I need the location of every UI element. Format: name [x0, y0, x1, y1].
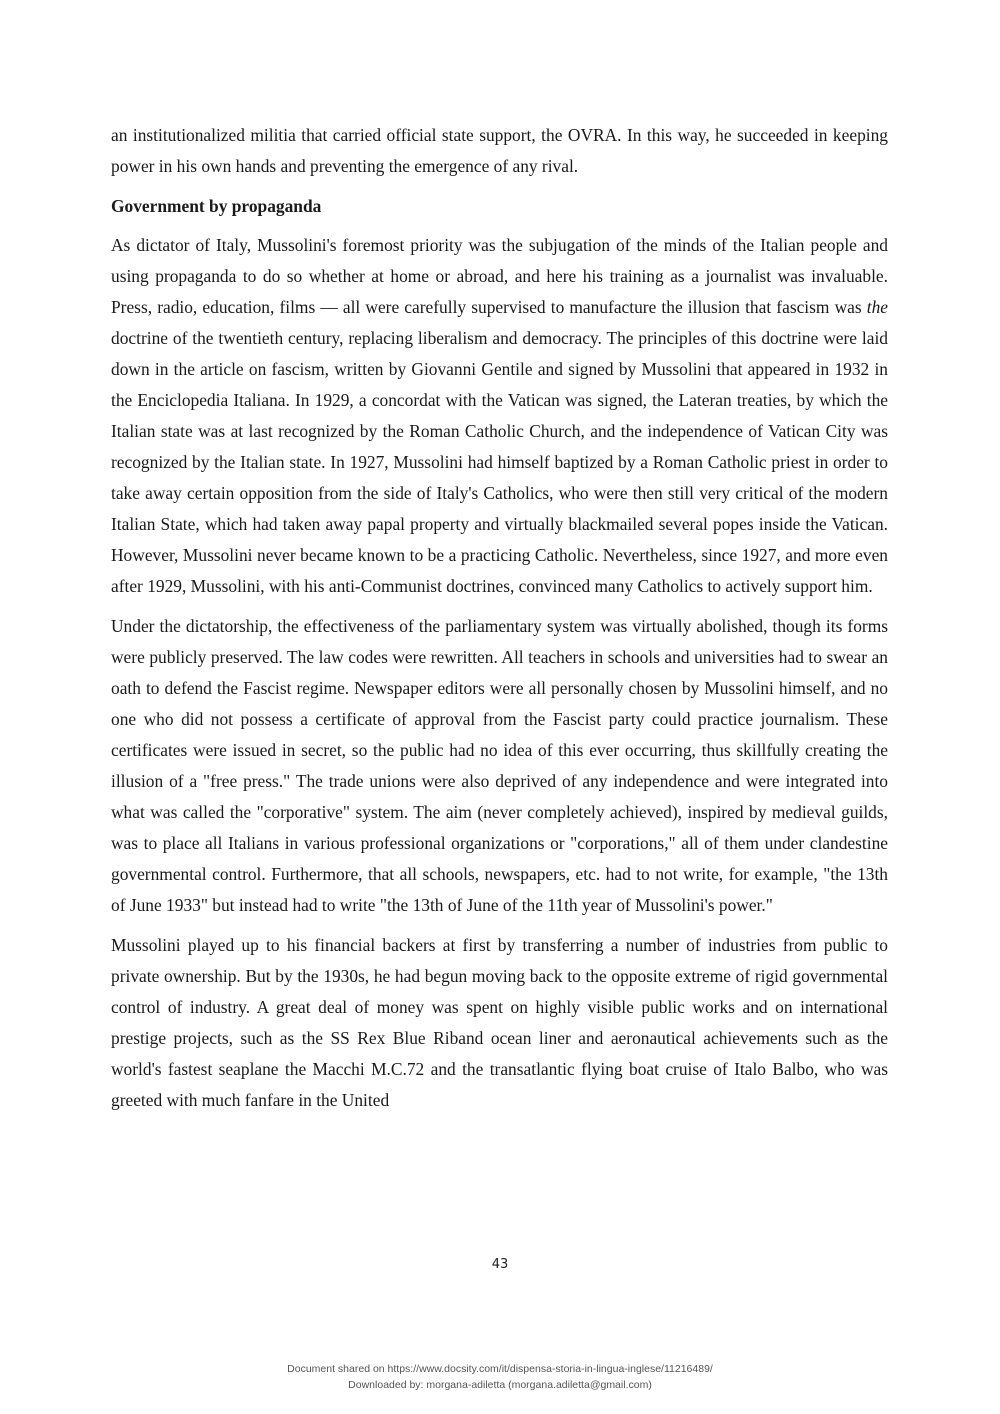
paragraph-text: As dictator of Italy, Mussolini's foremost priority was the subjugation of the minds of the Italian people and using propaganda to do so whether at home or abroad, and here his training as a journalist was invaluable. Press, radio, education, films — all were carefully supervised to manufacture the illusion that fascism was — [111, 235, 888, 317]
paragraph-dictatorship: Under the dictatorship, the effectiveness of the parliamentary system was virtually abolished, though its forms were publicly preserved. The law codes were rewritten. All teachers in schools and universities had to swear an oath to defend the Fascist regime. Newspaper editors were all personally chosen by Mussolini himself, and no one who did not possess a certificate of approval from the Fascist party could practice journalism. These certificates were issued in secret, so the public had no idea of this ever occurring, thus skillfully creating the illusion of a "free press." The trade unions were also deprived of any independence and were integrated into what was called the "corporative" system. The aim (never completely achieved), inspired by medieval guilds, was to place all Italians in various professional organizations or "corporations," all of them under clandestine governmental control. Furthermore, that all schools, newspapers, etc. had to not write, for example, "the 13th of June 1933" but instead had to write "the 13th of June of the 11th year of Mussolini's power." — [111, 616, 888, 915]
section-heading: Government by propaganda — [111, 196, 322, 216]
page-number: 43 — [491, 1257, 509, 1272]
emphasis-text: the — [866, 297, 888, 317]
footer-downloaded-line: Downloaded by: morgana-adiletta (morgana.adiletta@gmail.com) — [348, 1379, 652, 1391]
paragraph-propaganda — [111, 230, 888, 602]
paragraph-text: doctrine of the twentieth century, replacing liberalism and democracy. The principles of this doctrine were laid down in the article on fascism, written by Giovanni Gentile and signed by Mussolini that appeared in 1932 in the Enciclopedia Italiana. In 1929, a concordat with the Vatican was signed, the Lateran treaties, by which the Italian state was at last recognized by the Roman Catholic Church, and the independence of Vatican City was recognized by the Italian state. In 1927, Mussolini had himself baptized by a Roman Catholic priest in order to take away certain opposition from the side of Italy's Catholics, who were then still very critical of the modern Italian State, which had taken away papal property and virtually blackmailed several popes inside the Vatican. However, Mussolini never became known to be a practicing Catholic. Nevertheless, since 1927, and more even after 1929, Mussolini, with his anti-Communist doctrines, convinced many Catholics to actively support him. — [111, 328, 888, 596]
paragraph-financial: Mussolini played up to his financial backers at first by transferring a number of industries from public to private ownership. But by the 1930s, he had begun moving back to the opposite extreme of rigid governmental control of industry. A great deal of money was spent on highly visible public works and on international prestige projects, such as the SS Rex Blue Riband ocean liner and aeronautical achievements such as the world's fastest seaplane the Macchi M.C.72 and the transatlantic flying boat cruise of Italo Balbo, who was greeted with much fanfare in the United — [111, 935, 888, 1110]
page-body — [111, 120, 888, 1125]
footer-shared-line: Document shared on https://www.docsity.com/it/dispensa-storia-in-lingua-inglese/11216489/ — [287, 1363, 713, 1375]
paragraph-ovra: an institutionalized militia that carried official state support, the OVRA. In this way, he succeeded in keeping power in his own hands and preventing the emergence of any rival. — [111, 125, 888, 176]
document-footer — [0, 1361, 1000, 1393]
